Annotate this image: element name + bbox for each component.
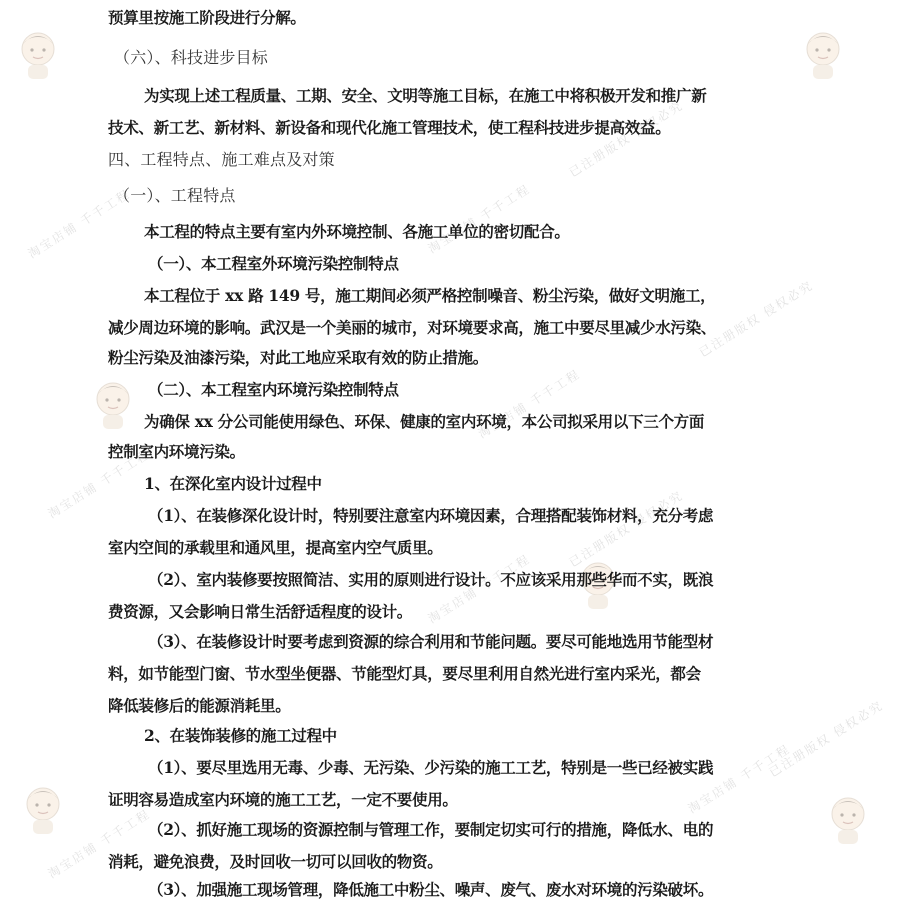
text-line: 本工程的特点主要有室内外环境控制、各施工单位的密切配合。 (144, 222, 570, 241)
watermark-shop-text: 淘宝店铺 千千工程 (425, 181, 533, 257)
text-line: 降低装修后的能源消耗里。 (108, 696, 291, 715)
chapter-heading: 四、工程特点、施工难点及对策 (108, 150, 335, 169)
numbered-heading: 1、在深化室内设计过程中 (144, 474, 322, 493)
subsection-heading: （一）、本工程室外环境污染控制特点 (148, 254, 399, 273)
text-line: （3）、加强施工现场管理，降低施工中粉尘、噪声、废气、废水对环境的污染破坏。 (148, 880, 714, 899)
watermark-face-icon (20, 780, 66, 836)
watermark-shop-text: 淘宝店铺 千千工程 (45, 806, 153, 882)
text-line: 减少周边环境的影响。武汉是一个美丽的城市，对环境要求高，施工中要尽里减少水污染、 (108, 318, 717, 337)
text-line: 室内空间的承载里和通风里，提高室内空气质里。 (108, 538, 443, 557)
watermark-face-icon (15, 25, 61, 81)
text-line: （2）、室内装修要按照简洁、实用的原则进行设计。不应该采用那些华而不实，既浪 (148, 570, 714, 589)
text-line: （1）、要尽里选用无毒、少毒、无污染、少污染的施工工艺，特别是一些已经被实践 (148, 758, 714, 777)
section-heading: （六）、科技进步目标 (114, 48, 269, 67)
watermark-registered-text: 已注册版权 侵权必究 (566, 98, 686, 180)
text-line: 料，如节能型门窗、节水型坐便器、节能型灯具，要尽里利用自然光进行室内采光，都会 (108, 664, 701, 683)
text-line: （2）、抓好施工现场的资源控制与管理工作，要制定切实可行的措施，降低水、电的 (148, 820, 714, 839)
text-line: 本工程位于 xx 路 149 号，施工期间必须严格控制噪音、粉尘污染，做好文明施工， (144, 286, 716, 305)
text-line: 费资源，又会影响日常生活舒适程度的设计。 (108, 602, 413, 621)
text-line: 粉尘污染及油漆污染，对此工地应采取有效的防止措施。 (108, 348, 489, 367)
watermark-registered-text: 已注册版权 侵权必究 (566, 488, 686, 570)
watermark-shop-text: 淘宝店铺 千千工程 (425, 551, 533, 627)
section-heading: （一）、工程特点 (114, 186, 236, 205)
text-line: 技术、新工艺、新材料、新设备和现代化施工管理技术，使工程科技进步提高效益。 (108, 118, 671, 137)
text-line: 控制室内环境污染。 (108, 442, 245, 461)
watermark-shop-text: 淘宝店铺 千千工程 (475, 366, 583, 442)
subsection-heading: （二）、本工程室内环境污染控制特点 (148, 380, 399, 399)
text-line: 为实现上述工程质量、工期、安全、文明等施工目标，在施工中将积极开发和推广新 (144, 86, 707, 105)
text-line: 预算里按施工阶段进行分解。 (108, 8, 306, 27)
text-line: 消耗，避免浪费，及时回收一切可以回收的物资。 (108, 852, 443, 871)
watermark-registered-text: 已注册版权 侵权必究 (766, 698, 886, 780)
numbered-heading: 2、在装饰装修的施工过程中 (144, 726, 337, 745)
watermark-registered-text: 已注册版权 侵权必究 (696, 278, 816, 360)
watermark-shop-text: 淘宝店铺 千千工程 (45, 446, 153, 522)
watermark-face-icon (90, 375, 136, 431)
text-line: （1）、在装修深化设计时，特别要注意室内环境因素，合理搭配装饰材料，充分考虑 (148, 506, 714, 525)
text-line: 为确保 xx 分公司能使用绿色、环保、健康的室内环境，本公司拟采用以下三个方面 (144, 412, 705, 431)
text-line: （3）、在装修设计时要考虑到资源的综合利用和节能问题。要尽可能地选用节能型材 (148, 632, 714, 651)
watermark-shop-text: 淘宝店铺 千千工程 (25, 186, 133, 262)
text-line: 证明容易造成室内环境的施工工艺，一定不要使用。 (108, 790, 458, 809)
watermark-shop-text: 淘宝店铺 千千工程 (685, 741, 793, 817)
